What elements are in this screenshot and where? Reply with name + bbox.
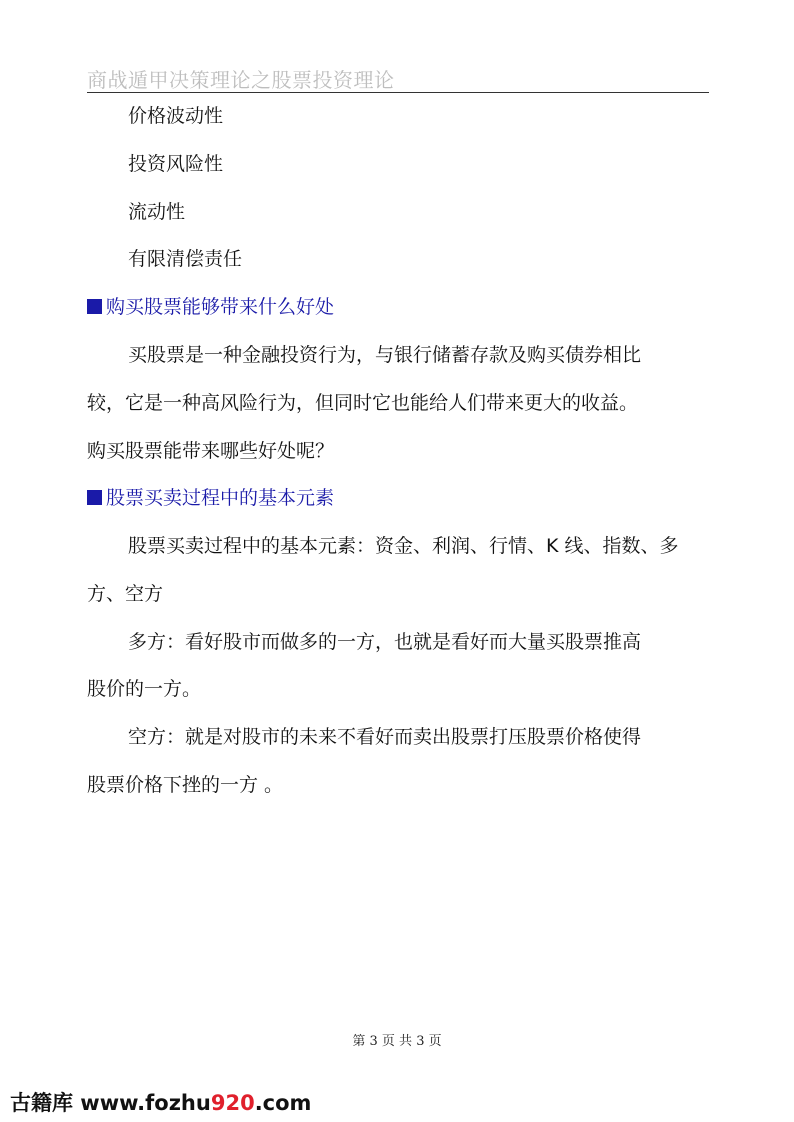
- property-item: 有限清偿责任: [128, 248, 243, 270]
- square-bullet-icon: [87, 299, 102, 314]
- watermark-prefix: 古籍库 www.fozhu: [10, 1091, 211, 1115]
- page-footer: [0, 1030, 794, 1049]
- page-header: [87, 62, 709, 93]
- paragraph-line: 买股票是一种金融投资行为，与银行储蓄存款及购买债券相比: [128, 344, 642, 366]
- watermark-suffix: .com: [254, 1091, 312, 1115]
- paragraph-line: 股票价格下挫的一方 。: [87, 774, 284, 796]
- section-heading-text: 购买股票能够带来什么好处: [106, 296, 335, 318]
- square-bullet-icon: [87, 490, 102, 505]
- page-number: 第 3 页 共 3 页: [352, 1034, 442, 1049]
- section-heading-benefits: [87, 294, 334, 320]
- header-title: 商战遁甲决策理论之股票投资理论: [87, 68, 395, 92]
- paragraph-line: 空方：就是对股市的未来不看好而卖出股票打压股票价格使得: [128, 726, 642, 748]
- site-watermark: [10, 1087, 311, 1117]
- property-item: 流动性: [128, 201, 186, 223]
- paragraph-line: 方、空方: [87, 583, 164, 605]
- paragraph-line: 股价的一方。: [87, 678, 202, 700]
- property-item: 投资风险性: [128, 153, 224, 175]
- section-heading-elements: [87, 485, 334, 511]
- paragraph-line: 股票买卖过程中的基本元素：资金、利润、行情、K 线、指数、多: [128, 535, 679, 557]
- section-heading-text: 股票买卖过程中的基本元素: [106, 487, 335, 509]
- paragraph-line: 购买股票能带来哪些好处呢？: [87, 440, 335, 462]
- paragraph-line: 多方：看好股市而做多的一方，也就是看好而大量买股票推高: [128, 631, 642, 653]
- property-item: 价格波动性: [128, 105, 224, 127]
- watermark-number: 920: [210, 1091, 255, 1115]
- paragraph-line: 较，它是一种高风险行为，但同时它也能给人们带来更大的收益。: [87, 392, 639, 414]
